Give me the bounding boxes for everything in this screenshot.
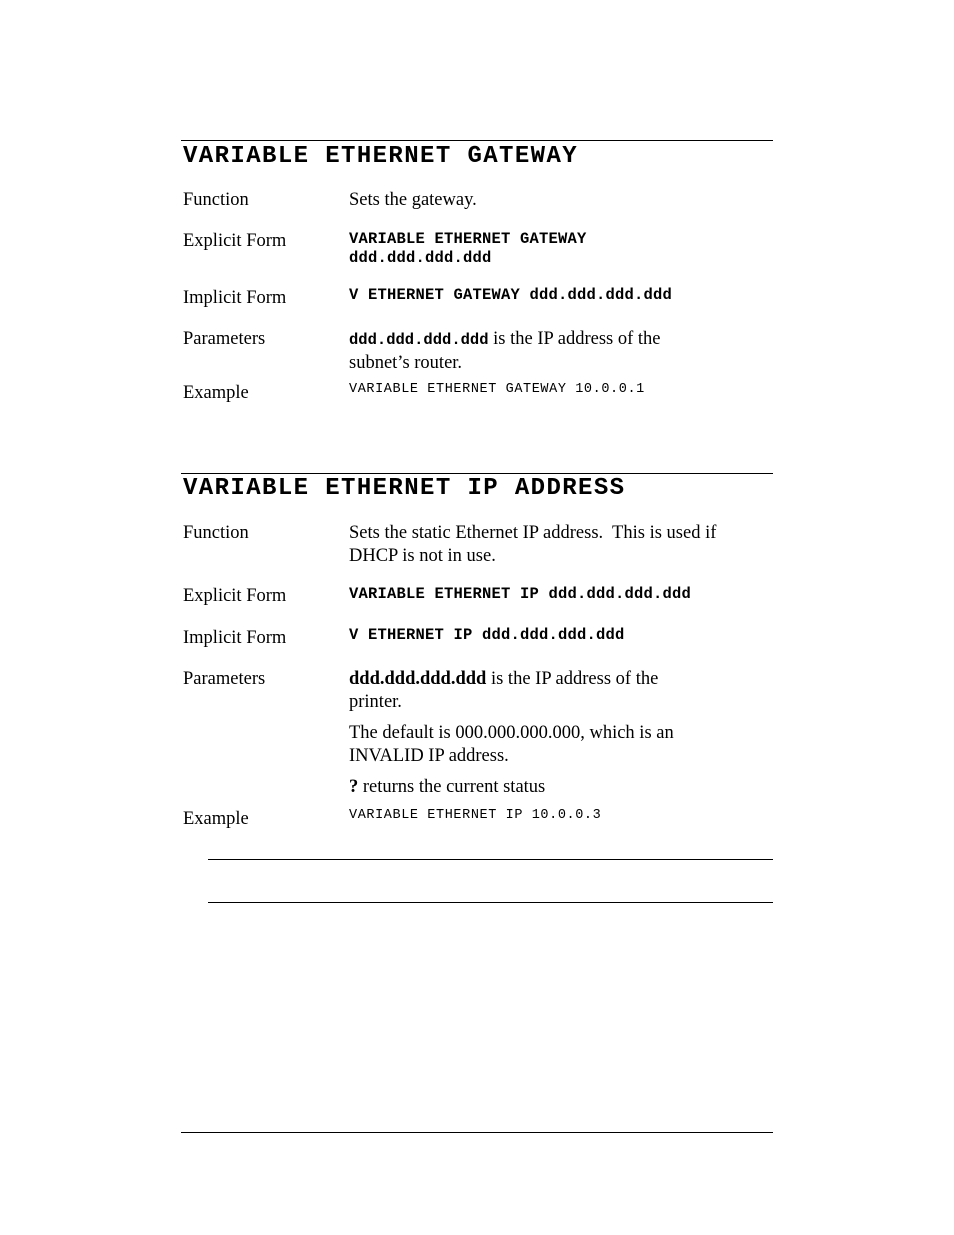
s1-param-desc-1: is the IP address of the <box>488 329 661 349</box>
s2-function-line-1: Sets the static Ethernet IP address. This is used if <box>349 523 717 543</box>
s2-parameters-text <box>349 668 773 714</box>
s2-explicit-label: Explicit Form <box>183 586 287 606</box>
s1-param-line-1 <box>349 328 773 352</box>
s1-explicit-line-1: VARIABLE ETHERNET GATEWAY <box>349 230 587 248</box>
section-2-top-rule <box>181 473 773 474</box>
s2-param-bold: ddd.ddd.ddd.ddd <box>349 669 487 689</box>
s2-example-label: Example <box>183 809 249 829</box>
s1-parameters-label: Parameters <box>183 329 266 349</box>
s2-parameters-label: Parameters <box>183 669 266 689</box>
s1-implicit-form: V ETHERNET GATEWAY ddd.ddd.ddd.ddd <box>349 286 673 304</box>
s1-explicit-form <box>349 230 773 268</box>
s1-param-code: ddd.ddd.ddd.ddd <box>349 331 489 349</box>
s2-default-line-1: The default is 000.000.000.000, which is an <box>349 723 674 743</box>
footer-rule <box>181 1132 773 1133</box>
s1-implicit-label: Implicit Form <box>183 288 287 308</box>
s2-param-desc-1: is the IP address of the <box>486 669 659 689</box>
s2-param-line-2: printer. <box>349 692 402 712</box>
s1-example-code: VARIABLE ETHERNET GATEWAY 10.0.0.1 <box>349 382 645 397</box>
s2-implicit-form: V ETHERNET IP ddd.ddd.ddd.ddd <box>349 626 625 644</box>
s1-function-label: Function <box>183 190 249 210</box>
s2-default-text <box>349 722 773 768</box>
s2-status-desc: returns the current status <box>358 777 546 797</box>
s2-example-code: VARIABLE ETHERNET IP 10.0.0.3 <box>349 808 602 823</box>
s1-example-label: Example <box>183 383 249 403</box>
note-box-top-rule <box>208 859 773 860</box>
s2-function-text <box>349 522 773 568</box>
s2-function-line-2: DHCP is not in use. <box>349 546 496 566</box>
s2-implicit-label: Implicit Form <box>183 628 287 648</box>
s1-function-text: Sets the gateway. <box>349 190 477 210</box>
s1-explicit-label: Explicit Form <box>183 231 287 251</box>
s2-default-line-2: INVALID IP address. <box>349 746 509 766</box>
s2-function-label: Function <box>183 523 249 543</box>
s2-explicit-form: VARIABLE ETHERNET IP ddd.ddd.ddd.ddd <box>349 585 692 603</box>
s1-param-line-2: subnet’s router. <box>349 353 463 373</box>
section-2-title: VARIABLE ETHERNET IP ADDRESS <box>183 475 626 502</box>
s1-parameters-text <box>349 328 773 375</box>
s2-status-text <box>349 776 773 799</box>
s2-param-line-1 <box>349 668 773 691</box>
section-1-top-rule <box>181 140 773 141</box>
section-1-title: VARIABLE ETHERNET GATEWAY <box>183 143 579 170</box>
note-box-bottom-rule <box>208 902 773 903</box>
s1-explicit-line-2: ddd.ddd.ddd.ddd <box>349 249 492 267</box>
s2-status-mark: ? <box>349 777 359 797</box>
